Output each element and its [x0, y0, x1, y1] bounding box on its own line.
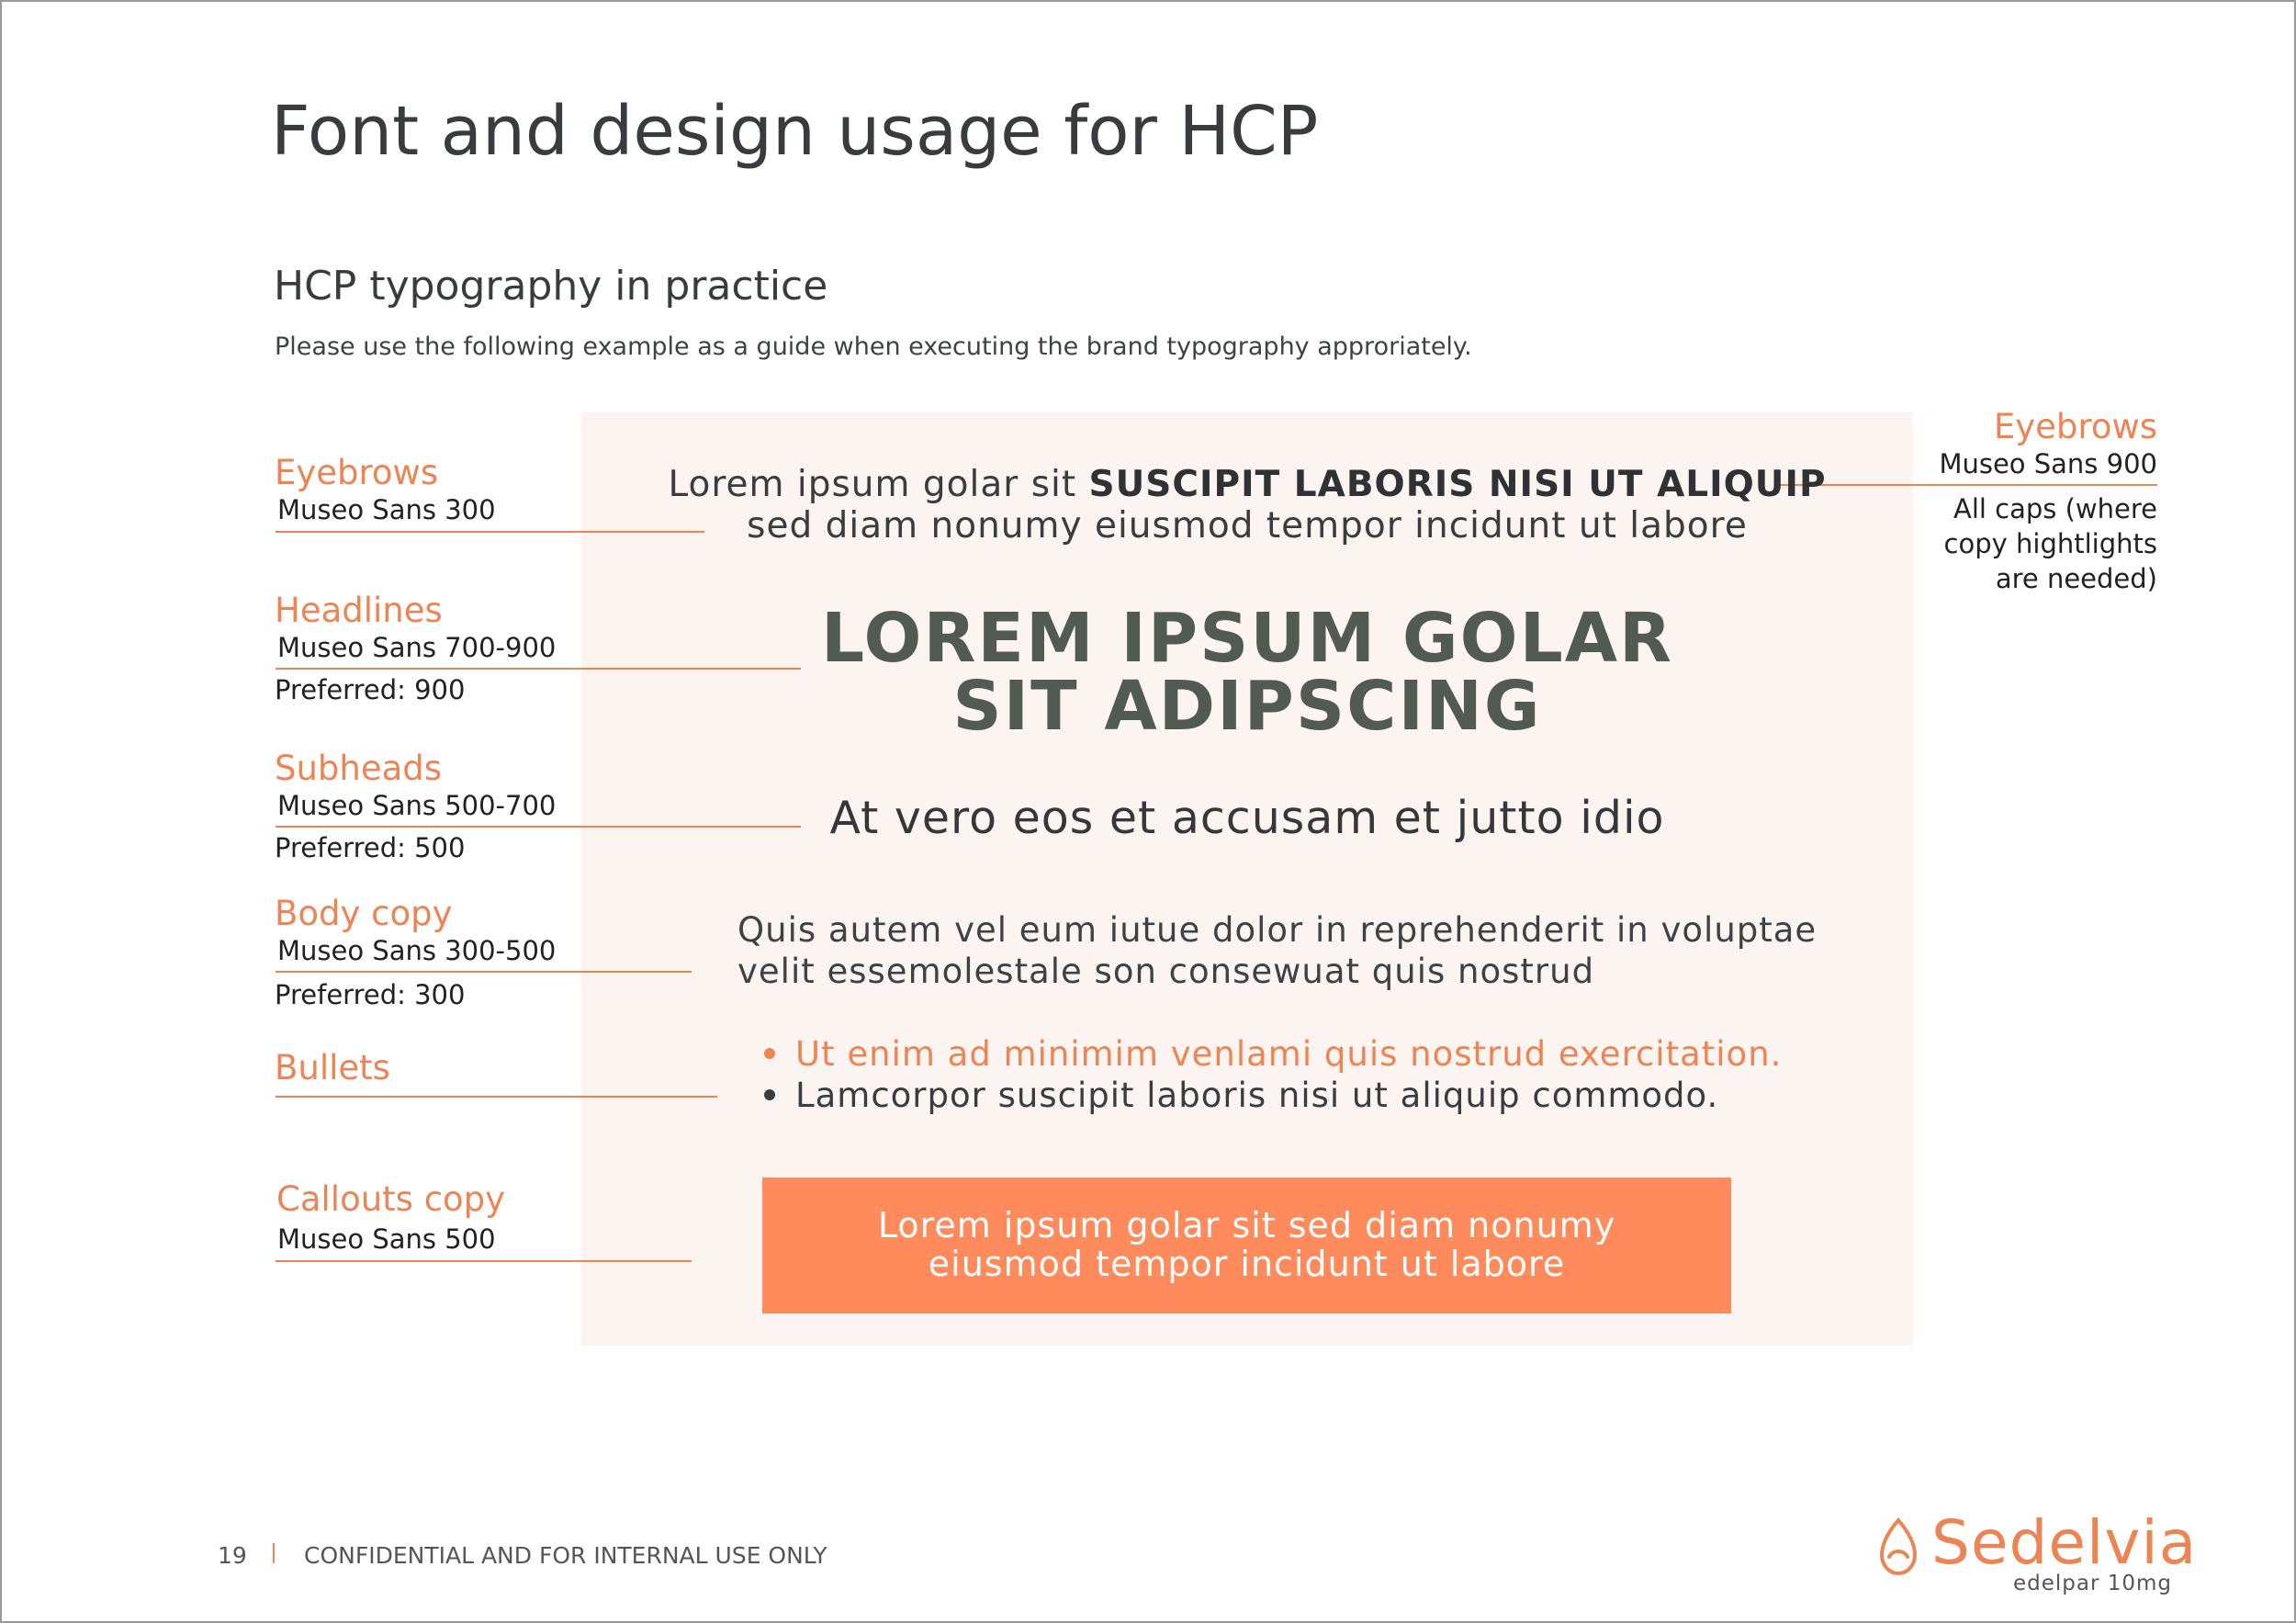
- demo-body-line: Quis autem vel eum iutue dolor in reprehenderit in voluptae: [737, 910, 1818, 950]
- label-callouts-font: Museo Sans 500: [277, 1223, 496, 1255]
- label-callouts-title: Callouts copy: [276, 1179, 506, 1219]
- demo-headline-line: LOREM IPSUM GOLAR: [821, 599, 1673, 678]
- callout-line: Lorem ipsum golar sit sed diam nonumy: [877, 1205, 1616, 1245]
- demo-bullet-1: [764, 1034, 1782, 1074]
- label-body-copy-title: Body copy: [275, 894, 453, 933]
- body-copy-rule: [276, 971, 692, 973]
- label-subheads-preferred: Preferred: 500: [275, 832, 466, 863]
- callout-line: eiusmod tempor incidunt ut labore: [928, 1244, 1566, 1284]
- callouts-rule: [276, 1260, 692, 1262]
- label-body-copy-preferred: Preferred: 300: [275, 979, 466, 1010]
- label-bullets-title: Bullets: [275, 1048, 390, 1088]
- demo-eyebrow-regular: Lorem ipsum golar sit: [668, 464, 1089, 505]
- callout-box: [762, 1178, 1731, 1313]
- label-headlines-preferred: Preferred: 900: [275, 674, 466, 705]
- demo-subhead: At vero eos et accusam et jutto idio: [829, 792, 1665, 844]
- page-title: Font and design usage for HCP: [271, 92, 1319, 171]
- brand-subtitle: edelpar 10mg: [2013, 1572, 2173, 1595]
- demo-eyebrow-line-1: [581, 464, 1913, 505]
- label-headlines-font: Museo Sans 700-900: [277, 632, 557, 663]
- label-eyebrows-title: Eyebrows: [275, 453, 439, 492]
- label-subheads-title: Subheads: [275, 749, 443, 788]
- note-line: All caps (where: [1953, 493, 2157, 524]
- demo-bullet-text: Lamcorpor suscipit laboris nisi ut aliquip commodo.: [795, 1076, 1719, 1115]
- label-eyebrows-font: Museo Sans 300: [277, 494, 496, 525]
- demo-eyebrow-caps: SUSCIPIT LABORIS NISI UT ALIQUIP: [1088, 464, 1827, 505]
- brand-name: Sedelvia: [1931, 1507, 2198, 1578]
- bullet-dot: [764, 1048, 775, 1059]
- demo-headline: [581, 599, 1913, 746]
- label-eyebrows-right-title: Eyebrows: [1993, 407, 2157, 446]
- bullets-rule: [276, 1096, 717, 1098]
- demo-headline-line: SIT ADIPSCING: [952, 667, 1542, 746]
- section-title: HCP typography in practice: [274, 263, 828, 310]
- page-number: 19: [218, 1542, 247, 1569]
- intro-text: Please use the following example as a guide when executing the brand typography approriately.: [275, 332, 1472, 361]
- demo-body-copy: [737, 909, 1817, 992]
- note-line: copy hightlights: [1943, 528, 2157, 559]
- confidential-notice: CONFIDENTIAL AND FOR INTERNAL USE ONLY: [304, 1542, 827, 1569]
- callout-text: [762, 1178, 1731, 1283]
- label-eyebrows-right-font: Museo Sans 900: [1939, 448, 2157, 479]
- demo-eyebrow-line-2: sed diam nonumy eiusmod tempor incidunt ut labore: [747, 505, 1748, 547]
- note-line: are needed): [1995, 563, 2157, 594]
- label-subheads-font: Museo Sans 500-700: [277, 790, 557, 821]
- label-headlines-title: Headlines: [275, 591, 443, 630]
- demo-bullet-text: Ut enim ad minimim venlami quis nostrud exercitation.: [795, 1034, 1783, 1074]
- demo-bullet-2: [764, 1076, 1718, 1115]
- label-body-copy-font: Museo Sans 300-500: [277, 935, 557, 966]
- footer-separator: [273, 1543, 275, 1563]
- sedelvia-logo-icon: [1878, 1516, 1919, 1577]
- label-eyebrows-right-note: [1944, 491, 2157, 596]
- bullet-dot: [764, 1089, 775, 1100]
- demo-body-line: velit essemolestale son consewuat quis nostrud: [737, 952, 1595, 991]
